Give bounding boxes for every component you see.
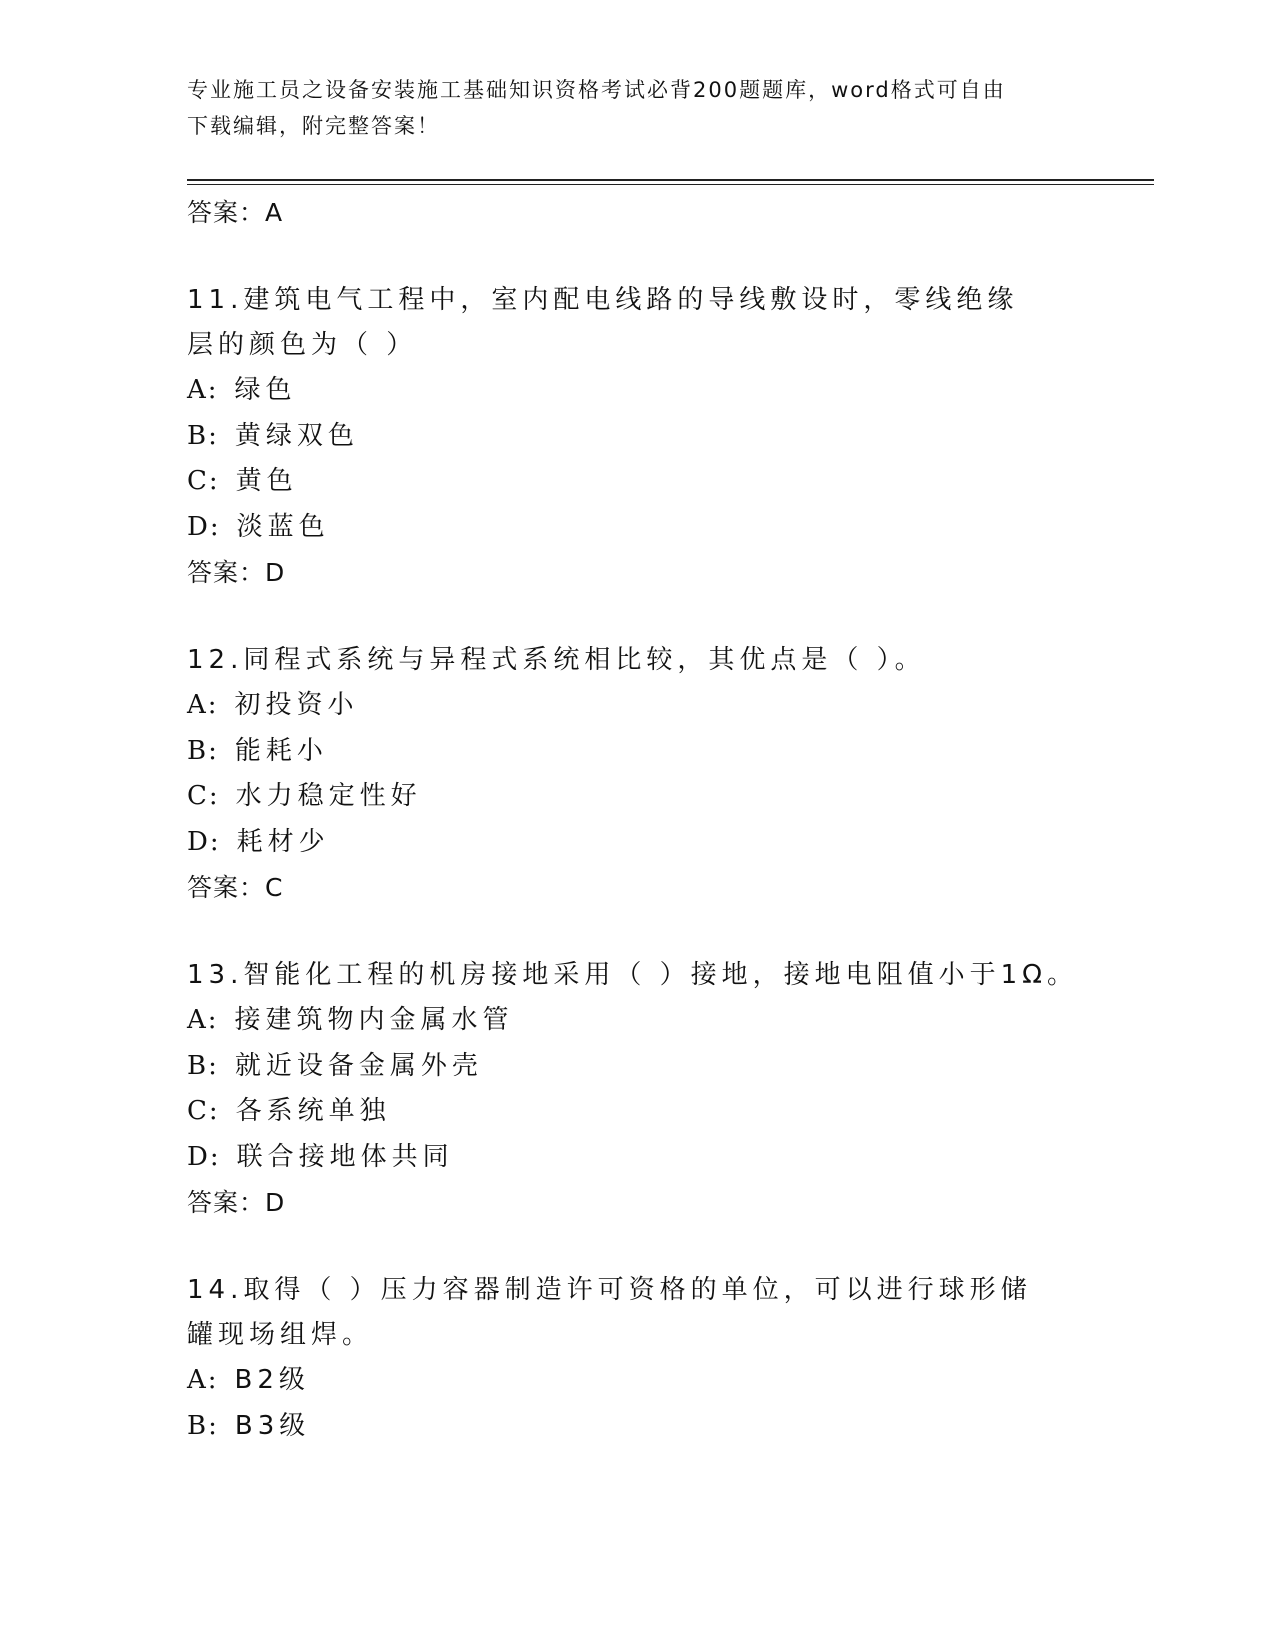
header-line-2: 下载编辑，附完整答案！ — [187, 114, 440, 138]
option-item: A: 绿色 — [187, 375, 297, 405]
option-item: D: 耗材少 — [187, 826, 330, 857]
option-item: A: 接建筑物内金属水管 — [187, 1005, 514, 1035]
option-item: C: 各系统单独 — [187, 1096, 391, 1126]
answer-line: 答案：D — [187, 558, 286, 587]
question-block — [187, 953, 1087, 1225]
question-block — [187, 1268, 1087, 1449]
answer-line: 答案：A — [187, 198, 284, 227]
question-text: 12.同程式系统与异程式系统相比较，其优点是（ ）。 — [187, 645, 926, 675]
header-line-1: 专业施工员之设备安装施工基础知识资格考试必背200题题库，word格式可自由 — [187, 78, 1006, 102]
question-text: 11.建筑电气工程中，室内配电线路的导线敷设时，零线绝缘层的颜色为（ ） — [187, 285, 1019, 360]
option-item: B: 能耗小 — [187, 735, 328, 766]
option-item: D: 淡蓝色 — [187, 511, 330, 542]
answer-line: 答案：D — [187, 1188, 286, 1217]
question-list — [187, 190, 1087, 1449]
answer-line: 答案：C — [187, 873, 284, 902]
option-item: A: B2级 — [187, 1365, 310, 1395]
question-block — [187, 638, 1087, 910]
header-divider — [187, 179, 1154, 181]
option-item: C: 黄色 — [187, 466, 298, 496]
option-item: B: 黄绿双色 — [187, 420, 359, 451]
option-item: D: 联合接地体共同 — [187, 1141, 454, 1172]
question-text: 13.智能化工程的机房接地采用（ ）接地，接地电阻值小于1Ω。 — [187, 960, 1079, 990]
header-divider-thin — [187, 184, 1154, 185]
question-block — [187, 278, 1087, 595]
question-text: 14.取得（ ）压力容器制造许可资格的单位，可以进行球形储罐现场组焊。 — [187, 1275, 1032, 1350]
option-item: B: 就近设备金属外壳 — [187, 1050, 483, 1081]
document-header — [187, 72, 1087, 144]
option-item: A: 初投资小 — [187, 690, 359, 720]
option-item: B: B3级 — [187, 1410, 311, 1441]
option-item: C: 水力稳定性好 — [187, 781, 422, 811]
